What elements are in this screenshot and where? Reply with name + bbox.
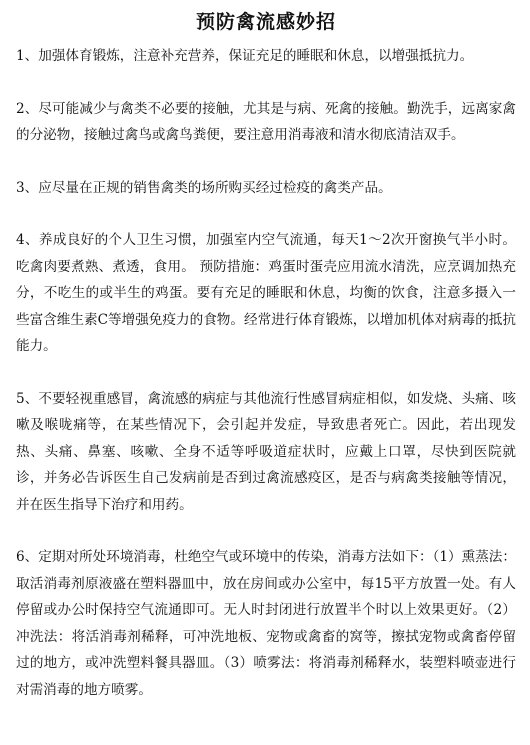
paragraph-4: 4、养成良好的个人卫生习惯，加强室内空气流通，每天1～2次开窗换气半小时。吃禽肉要煮熟、煮透，食用。 预防措施：鸡蛋时蛋壳应用流水清洗，应烹调加热充分，不吃生的或半生的鸡蛋。要有充足的睡眠和休息，均衡的饮食，注意多摄入一些富含维生素C等增强免疫力的食物。经常进行体育锻炼，以增加机体对病毒的抵抗能力。 <box>16 232 516 354</box>
document-title: 预防禽流感妙招 <box>195 11 336 33</box>
paragraph-gap <box>16 360 516 386</box>
paragraph-1: 1、加强体育锻炼，注意补充营养，保证充足的睡眠和休息，以增强抵抗力。 <box>16 48 474 64</box>
paragraph-gap <box>16 201 516 227</box>
paragraph-5: 5、不要轻视重感冒，禽流感的病症与其他流行性感冒病症相似，如发烧、头痛、咳嗽及喉咙痛等，在某些情况下，会引起并发症，导致患者死亡。因此，若出现发热、头痛、鼻塞、咳嗽、全身不适等呼吸道症状时，应戴上口罩，尽快到医院就诊，并务必告诉医生自己发病前是否到过禽流感疫区，是否与病禽类接触等情况，并在医生指导下治疗和用药。 <box>16 390 516 513</box>
paragraph-3: 3、应尽量在正规的销售禽类的场所购买经过检疫的禽类产品。 <box>16 179 392 196</box>
paragraph-2: 2、尽可能减少与禽类不必要的接触，尤其是与病、死禽的接触。勤洗手，远离家禽的分泌物，接触过禽鸟或禽鸟粪便，要注意用消毒液和清水彻底清洁双手。 <box>16 100 516 143</box>
paragraph-gap <box>16 70 516 96</box>
paragraph-gap <box>16 149 516 175</box>
paragraph-6: 6、定期对所处环境消毒，杜绝空气或环境中的传染，消毒方法如下：（1）熏蒸法：取活消毒剂原液盛在塑料器皿中，放在房间或办公室中，每15平方放置一处。有人停留或办公时保持空气流通即可。无人时封闭进行放置半个时以上效果更好。（2）冲洗法：将活消毒剂稀释，可冲洗地板、宠物或禽畜的窝等，擦拭宠物或禽畜停留过的地方，或冲洗塑料餐具器皿。（3）喷雾法：将消毒剂稀释水，装塑料喷壶进行对需消毒的地方喷雾。 <box>16 549 516 698</box>
paragraph-gap <box>16 518 516 544</box>
